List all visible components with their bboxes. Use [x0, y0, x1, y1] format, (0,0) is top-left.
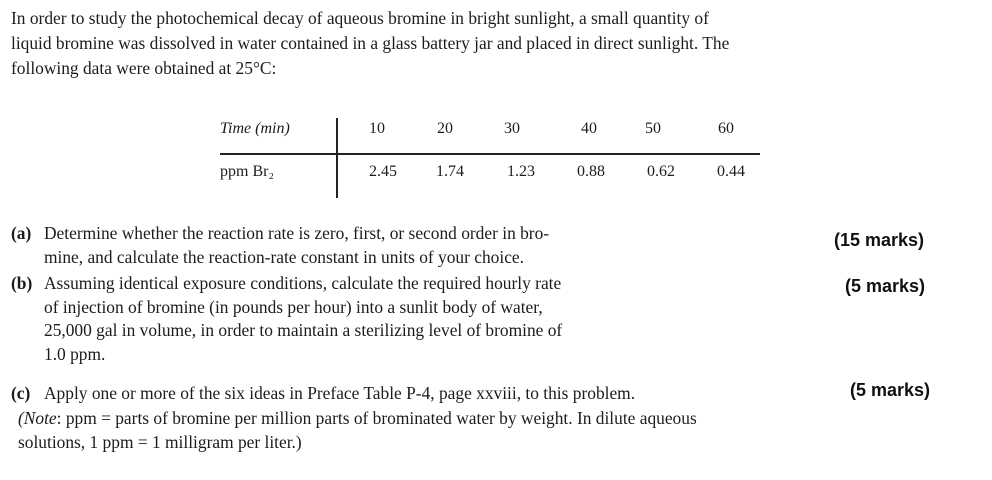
- question-line: 25,000 gal in volume, in order to maintain a sterilizing level of bromine of: [44, 320, 563, 340]
- question-a-marks: (15 marks): [834, 230, 925, 250]
- time-cell: 60: [718, 120, 734, 137]
- ppm-cell: 0.44: [717, 163, 745, 180]
- table-vertical-rule: [336, 118, 338, 198]
- question-b-label: (b): [11, 273, 33, 293]
- note-prefix: (Note: [18, 408, 57, 428]
- question-a-text: [44, 222, 549, 269]
- ppm-cell: 1.23: [507, 163, 535, 180]
- question-b-text: [44, 272, 562, 366]
- question-a: [11, 222, 771, 270]
- intro-line: In order to study the photochemical decay of aqueous bromine in bright sunlight, a small quantity of: [11, 8, 709, 28]
- question-line: Assuming identical exposure conditions, calculate the required hourly rate: [44, 273, 562, 293]
- ppm-cell: 1.74: [436, 163, 464, 180]
- time-cell: 20: [437, 120, 453, 137]
- ppm-cell: 0.62: [647, 163, 675, 180]
- question-line: Determine whether the reaction rate is zero, first, or second order in bro-: [44, 223, 550, 243]
- time-cell: 50: [645, 120, 661, 137]
- question-a-label: (a): [11, 223, 32, 243]
- ppm-cell: 2.45: [369, 163, 397, 180]
- intro-paragraph: [11, 6, 976, 81]
- time-cell: 10: [369, 120, 385, 137]
- question-line: mine, and calculate the reaction-rate constant in units of your choice.: [44, 246, 524, 267]
- question-c-text: Apply one or more of the six ideas in Preface Table P-4, page xxviii, to this problem.: [44, 383, 636, 403]
- ppm-row-header: ppm Br₂: [220, 163, 275, 180]
- question-c-label: (c): [11, 383, 31, 403]
- question-b: [11, 272, 771, 368]
- note-line: solutions, 1 ppm = 1 milligram per liter.): [18, 431, 302, 452]
- note: [18, 407, 697, 454]
- intro-line: liquid bromine was dissolved in water contained in a glass battery jar and placed in direct sunlight. The: [11, 33, 730, 53]
- question-c: [11, 382, 851, 406]
- question-line: 1.0 ppm.: [44, 343, 106, 364]
- intro-line: following data were obtained at 25°C:: [11, 58, 277, 78]
- question-b-marks: (5 marks): [845, 276, 926, 296]
- note-text: : ppm = parts of bromine per million parts of brominated water by weight. In dilute aqueous: [56, 408, 697, 428]
- data-table: [220, 112, 760, 196]
- question-line: of injection of bromine (in pounds per hour) into a sunlit body of water,: [44, 296, 543, 317]
- table-horizontal-rule: [220, 153, 760, 155]
- time-row-header: Time (min): [220, 120, 290, 137]
- ppm-cell: 0.88: [577, 163, 605, 180]
- note-line: [18, 407, 697, 431]
- question-c-marks: (5 marks): [850, 380, 931, 400]
- time-cell: 40: [581, 120, 597, 137]
- time-cell: 30: [504, 120, 520, 137]
